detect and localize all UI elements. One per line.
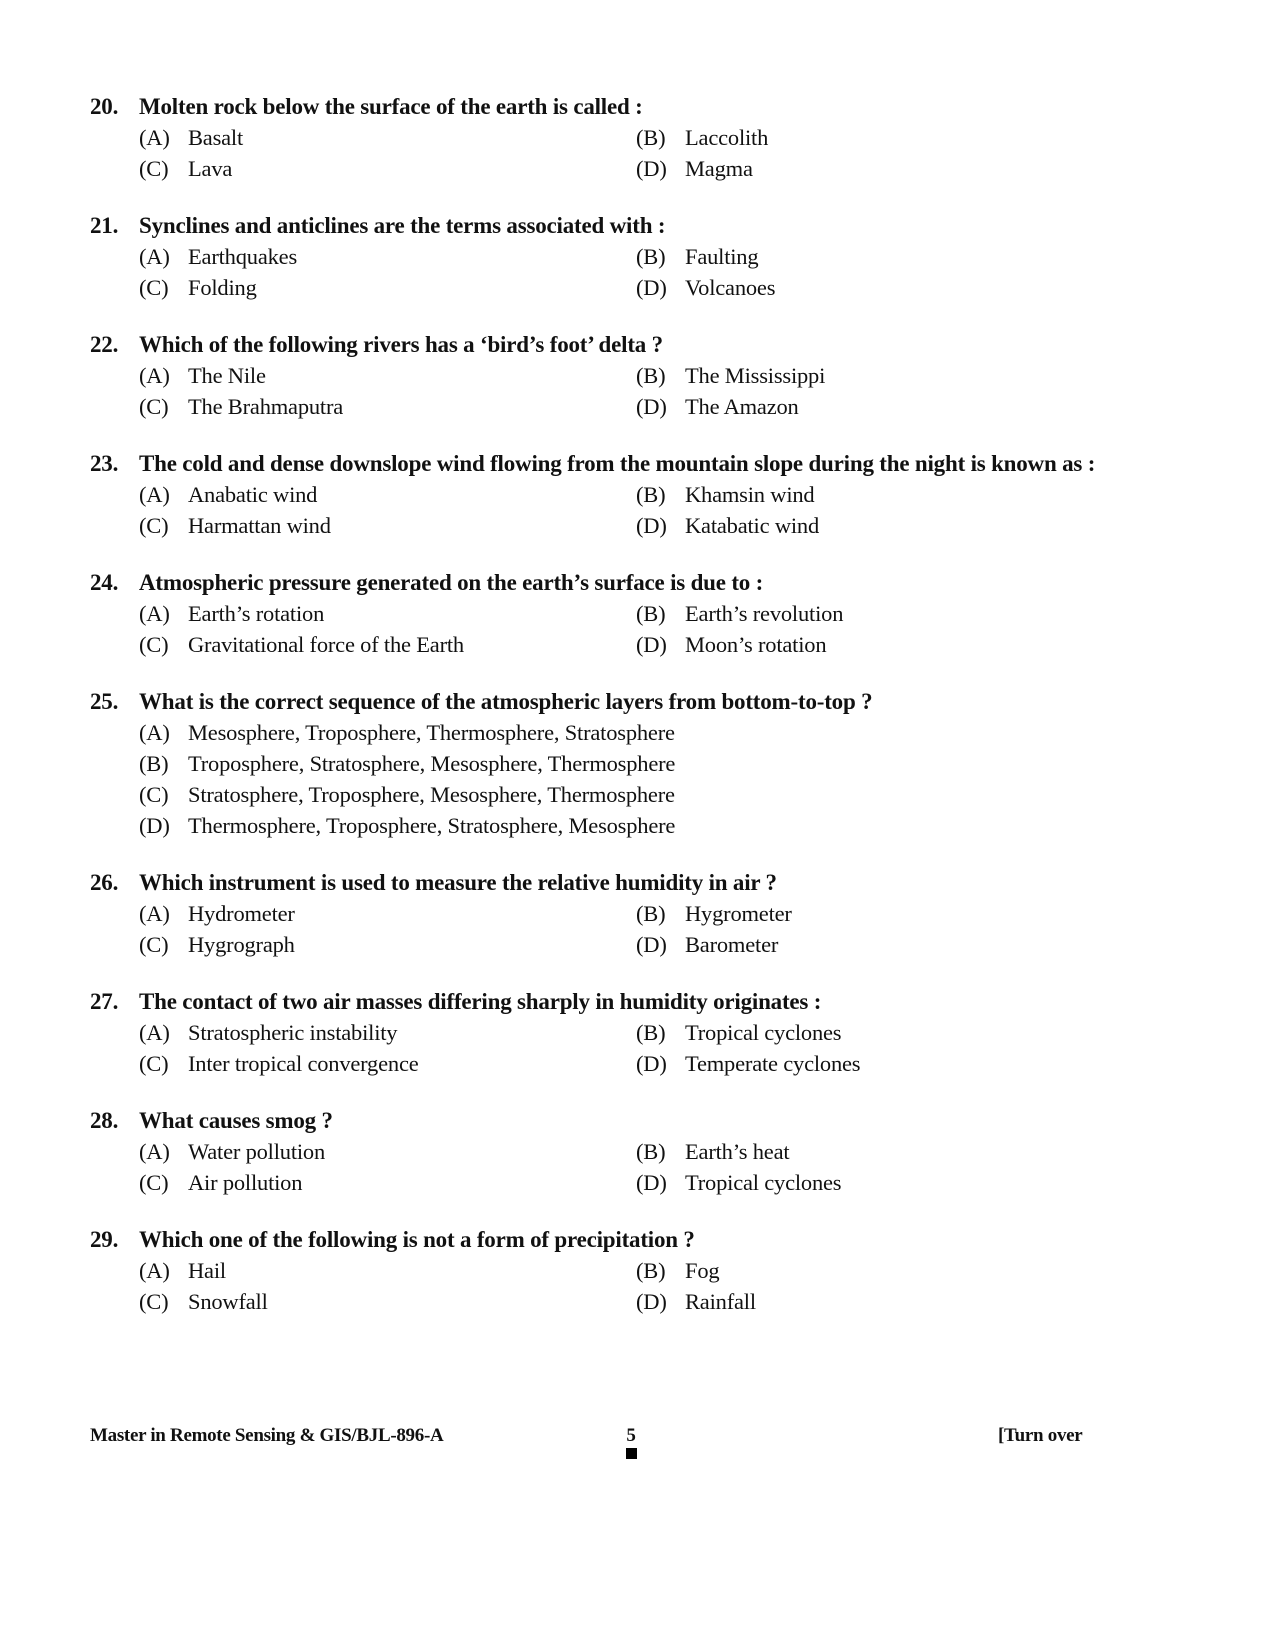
question-text: Which instrument is used to measure the relative humidity in air ? — [139, 870, 777, 895]
question-stem — [90, 986, 1190, 1017]
option-text: Faulting — [685, 244, 759, 269]
answer-options — [139, 1255, 1190, 1317]
option-text: Anabatic wind — [188, 482, 318, 507]
question-number: 25. — [90, 689, 119, 714]
option-a — [139, 1255, 636, 1286]
option-text: Temperate cyclones — [685, 1051, 861, 1076]
option-key: (A) — [139, 125, 170, 150]
option-d — [636, 1167, 1036, 1198]
option-text: Earth’s heat — [685, 1139, 790, 1164]
option-text: Khamsin wind — [685, 482, 815, 507]
page-mark-square — [626, 1448, 637, 1459]
option-key: (D) — [636, 394, 667, 419]
option-text: Basalt — [188, 125, 244, 150]
option-b — [636, 898, 1036, 929]
question-stem — [90, 448, 1190, 479]
answer-options — [139, 122, 1190, 184]
option-c — [139, 391, 636, 422]
option-key: (C) — [139, 513, 169, 538]
option-d — [636, 510, 1036, 541]
question-text: Which of the following rivers has a ‘bird’s foot’ delta ? — [139, 332, 663, 357]
option-d — [636, 629, 1036, 660]
option-a — [139, 717, 1039, 748]
option-text: Hail — [188, 1258, 226, 1283]
answer-options — [139, 898, 1190, 960]
question-number: 29. — [90, 1227, 119, 1252]
option-key: (D) — [636, 275, 667, 300]
question-number: 22. — [90, 332, 119, 357]
option-key: (A) — [139, 901, 170, 926]
option-a — [139, 360, 636, 391]
question-stem — [90, 1224, 1190, 1255]
question-24 — [90, 567, 1190, 660]
question-text: Which one of the following is not a form of precipitation ? — [139, 1227, 695, 1252]
question-stem — [90, 686, 1190, 717]
option-key: (A) — [139, 482, 170, 507]
option-text: Air pollution — [188, 1170, 303, 1195]
turn-over-note: [Turn over — [998, 1425, 1083, 1446]
option-text: Volcanoes — [685, 275, 776, 300]
option-c — [139, 510, 636, 541]
option-text: The Brahmaputra — [188, 394, 344, 419]
option-d — [636, 929, 1036, 960]
option-text: Laccolith — [685, 125, 769, 150]
option-key: (B) — [636, 1258, 666, 1283]
option-c — [139, 272, 636, 303]
option-text: Fog — [685, 1258, 720, 1283]
question-stem — [90, 210, 1190, 241]
option-d — [636, 153, 1036, 184]
option-a — [139, 241, 636, 272]
question-stem — [90, 91, 1190, 122]
option-key: (A) — [139, 1020, 170, 1045]
option-key: (A) — [139, 720, 170, 745]
option-b — [139, 748, 1039, 779]
page-footer — [90, 1425, 1090, 1457]
option-key: (D) — [636, 1289, 667, 1314]
option-key: (A) — [139, 601, 170, 626]
option-b — [636, 1136, 1036, 1167]
option-c — [139, 929, 636, 960]
option-d — [636, 1286, 1036, 1317]
option-text: Magma — [685, 156, 753, 181]
option-key: (B) — [636, 363, 666, 388]
option-a — [139, 598, 636, 629]
option-key: (C) — [139, 782, 169, 807]
option-key: (D) — [636, 513, 667, 538]
question-text: What causes smog ? — [139, 1108, 333, 1133]
option-a — [139, 898, 636, 929]
option-text: Mesosphere, Troposphere, Thermosphere, Stratosphere — [188, 720, 675, 745]
option-text: Moon’s rotation — [685, 632, 827, 657]
option-key: (C) — [139, 1170, 169, 1195]
option-c — [139, 153, 636, 184]
option-b — [636, 479, 1036, 510]
option-text: Water pollution — [188, 1139, 326, 1164]
option-key: (D) — [636, 632, 667, 657]
option-key: (D) — [139, 813, 170, 838]
option-d — [139, 810, 1039, 841]
question-text: Synclines and anticlines are the terms associated with : — [139, 213, 666, 238]
option-key: (B) — [636, 901, 666, 926]
option-text: Lava — [188, 156, 233, 181]
question-26 — [90, 867, 1190, 960]
option-a — [139, 1017, 636, 1048]
option-text: The Mississippi — [685, 363, 826, 388]
question-28 — [90, 1105, 1190, 1198]
option-a — [139, 1136, 636, 1167]
option-key: (D) — [636, 156, 667, 181]
footer-course-code: Master in Remote Sensing & GIS/BJL-896-A — [90, 1425, 444, 1446]
option-b — [636, 1255, 1036, 1286]
option-key: (C) — [139, 156, 169, 181]
option-c — [139, 1286, 636, 1317]
option-key: (B) — [636, 601, 666, 626]
option-key: (D) — [636, 1170, 667, 1195]
option-key: (C) — [139, 1289, 169, 1314]
question-22 — [90, 329, 1190, 422]
option-text: Hygrograph — [188, 932, 295, 957]
option-text: Harmattan wind — [188, 513, 331, 538]
question-number: 26. — [90, 870, 119, 895]
question-number: 27. — [90, 989, 119, 1014]
question-text: The contact of two air masses differing sharply in humidity originates : — [139, 989, 822, 1014]
option-text: Rainfall — [685, 1289, 756, 1314]
option-key: (B) — [636, 482, 666, 507]
question-text: Atmospheric pressure generated on the earth’s surface is due to : — [139, 570, 764, 595]
answer-options — [139, 717, 1190, 841]
option-d — [636, 391, 1036, 422]
option-key: (C) — [139, 632, 169, 657]
option-key: (D) — [636, 1051, 667, 1076]
option-key: (D) — [636, 932, 667, 957]
question-stem — [90, 867, 1190, 898]
option-text: The Nile — [188, 363, 266, 388]
option-key: (B) — [636, 1139, 666, 1164]
answer-options — [139, 241, 1190, 303]
option-text: Earth’s rotation — [188, 601, 325, 626]
answer-options — [139, 1136, 1190, 1198]
option-text: Stratospheric instability — [188, 1020, 398, 1045]
question-list — [90, 91, 1190, 1343]
option-key: (A) — [139, 363, 170, 388]
option-b — [636, 241, 1036, 272]
option-key: (B) — [636, 125, 666, 150]
option-c — [139, 1167, 636, 1198]
option-key: (C) — [139, 394, 169, 419]
question-stem — [90, 1105, 1190, 1136]
answer-options — [139, 1017, 1190, 1079]
question-stem — [90, 567, 1190, 598]
question-number: 21. — [90, 213, 119, 238]
option-key: (C) — [139, 1051, 169, 1076]
option-text: Tropical cyclones — [685, 1020, 842, 1045]
option-text: Hydrometer — [188, 901, 295, 926]
option-c — [139, 1048, 636, 1079]
question-number: 24. — [90, 570, 119, 595]
option-text: Gravitational force of the Earth — [188, 632, 464, 657]
option-text: Snowfall — [188, 1289, 268, 1314]
option-a — [139, 122, 636, 153]
option-text: The Amazon — [685, 394, 799, 419]
option-b — [636, 122, 1036, 153]
option-text: Tropical cyclones — [685, 1170, 842, 1195]
option-c — [139, 629, 636, 660]
question-number: 28. — [90, 1108, 119, 1133]
option-key: (C) — [139, 275, 169, 300]
option-key: (B) — [636, 244, 666, 269]
question-text: What is the correct sequence of the atmospheric layers from bottom-to-top ? — [139, 689, 873, 714]
option-text: Barometer — [685, 932, 779, 957]
option-key: (A) — [139, 1258, 170, 1283]
option-b — [636, 360, 1036, 391]
option-d — [636, 1048, 1036, 1079]
option-key: (C) — [139, 932, 169, 957]
option-a — [139, 479, 636, 510]
option-text: Katabatic wind — [685, 513, 820, 538]
option-key: (B) — [636, 1020, 666, 1045]
page-number: 5 — [626, 1425, 636, 1446]
option-text: Earthquakes — [188, 244, 298, 269]
question-23 — [90, 448, 1190, 541]
answer-options — [139, 360, 1190, 422]
question-stem — [90, 329, 1190, 360]
question-29 — [90, 1224, 1190, 1317]
answer-options — [139, 479, 1190, 541]
option-key: (B) — [139, 751, 169, 776]
answer-options — [139, 598, 1190, 660]
option-text: Thermosphere, Troposphere, Stratosphere, Mesosphere — [188, 813, 676, 838]
question-20 — [90, 91, 1190, 184]
option-d — [636, 272, 1036, 303]
option-text: Folding — [188, 275, 257, 300]
option-key: (A) — [139, 244, 170, 269]
option-text: Hygrometer — [685, 901, 792, 926]
option-text: Inter tropical convergence — [188, 1051, 419, 1076]
option-text: Troposphere, Stratosphere, Mesosphere, Thermosphere — [188, 751, 676, 776]
question-25 — [90, 686, 1190, 841]
question-27 — [90, 986, 1190, 1079]
option-b — [636, 1017, 1036, 1048]
question-number: 20. — [90, 94, 119, 119]
question-text: The cold and dense downslope wind flowing from the mountain slope during the night is known as : — [139, 451, 1096, 476]
option-text: Earth’s revolution — [685, 601, 844, 626]
question-text: Molten rock below the surface of the earth is called : — [139, 94, 643, 119]
question-21 — [90, 210, 1190, 303]
option-c — [139, 779, 1039, 810]
option-key: (A) — [139, 1139, 170, 1164]
option-b — [636, 598, 1036, 629]
question-number: 23. — [90, 451, 119, 476]
option-text: Stratosphere, Troposphere, Mesosphere, Thermosphere — [188, 782, 675, 807]
